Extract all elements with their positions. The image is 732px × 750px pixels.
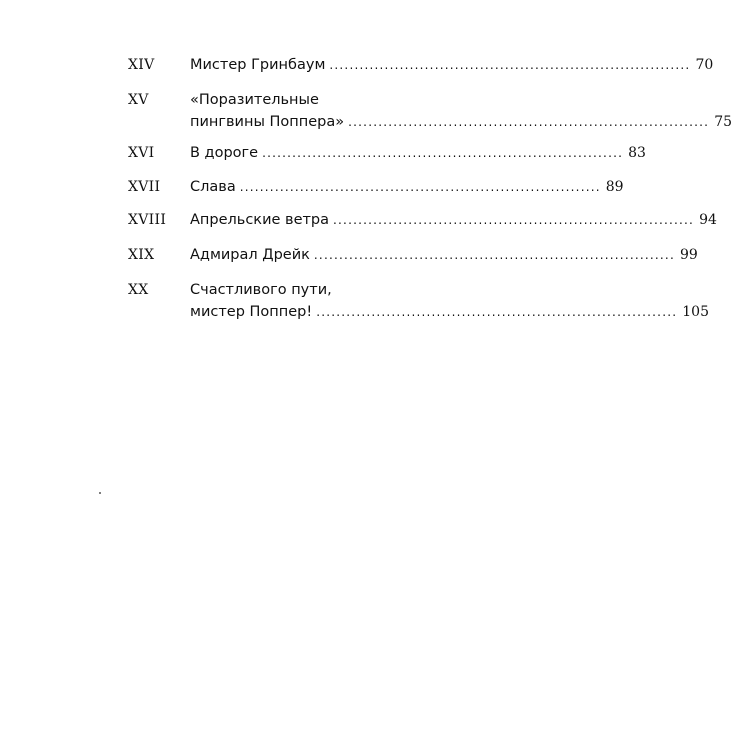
chapter-title-last-line bbox=[190, 54, 714, 76]
chapter-title-block bbox=[190, 209, 717, 231]
page-number: 70 bbox=[695, 57, 714, 73]
chapter-title-last-line bbox=[190, 209, 717, 231]
chapter-number: XIV bbox=[128, 57, 155, 73]
chapter-title-block bbox=[190, 54, 714, 76]
chapter-number: XVIII bbox=[128, 212, 167, 228]
dot-leader: ........................................................................ bbox=[316, 305, 678, 319]
chapter-title: Адмирал Дрейк bbox=[190, 247, 310, 263]
page-number: 83 bbox=[628, 145, 646, 161]
chapter-title-last-line bbox=[190, 301, 709, 323]
chapter-title: В дороге bbox=[190, 145, 259, 161]
chapter-title-line: «Поразительные bbox=[190, 92, 319, 108]
page-number: 89 bbox=[605, 179, 624, 195]
dot-leader: ........................................................................ bbox=[262, 146, 624, 160]
dot-leader: ........................................................................ bbox=[348, 115, 710, 129]
chapter-number: XX bbox=[128, 282, 149, 298]
chapter-number: XV bbox=[128, 92, 149, 108]
dot-leader: ........................................................................ bbox=[329, 58, 691, 72]
chapter-number: XIX bbox=[128, 247, 155, 263]
page-number: 94 bbox=[699, 212, 717, 228]
page-number: 75 bbox=[714, 114, 732, 130]
dot-leader: ........................................................................ bbox=[239, 180, 601, 194]
page-number: 99 bbox=[679, 247, 698, 263]
dot-leader: ........................................................................ bbox=[333, 213, 695, 227]
chapter-title: Апрельские ветра bbox=[190, 212, 330, 228]
chapter-number: XVI bbox=[128, 145, 155, 161]
chapter-title-last-line bbox=[190, 111, 732, 133]
chapter-title-last-line bbox=[190, 244, 698, 266]
chapter-title: Слава bbox=[190, 179, 236, 195]
dot-leader: ........................................................................ bbox=[313, 248, 675, 262]
chapter-title: пингвины Поппера» bbox=[190, 114, 345, 130]
chapter-title-block bbox=[190, 176, 624, 198]
page-number: 105 bbox=[682, 304, 709, 320]
chapter-number: XVII bbox=[128, 179, 161, 195]
chapter-title-last-line bbox=[190, 142, 646, 164]
chapter-title-block bbox=[190, 279, 709, 323]
chapter-title: Мистер Гринбаум bbox=[190, 57, 326, 73]
chapter-title-last-line bbox=[190, 176, 624, 198]
chapter-title-block bbox=[190, 142, 646, 164]
chapter-title-block bbox=[190, 244, 698, 266]
chapter-title: мистер Поппер! bbox=[190, 304, 313, 320]
paper-speck bbox=[99, 492, 101, 494]
chapter-title-block bbox=[190, 89, 732, 133]
chapter-title-line: Счастливого пути, bbox=[190, 282, 332, 298]
